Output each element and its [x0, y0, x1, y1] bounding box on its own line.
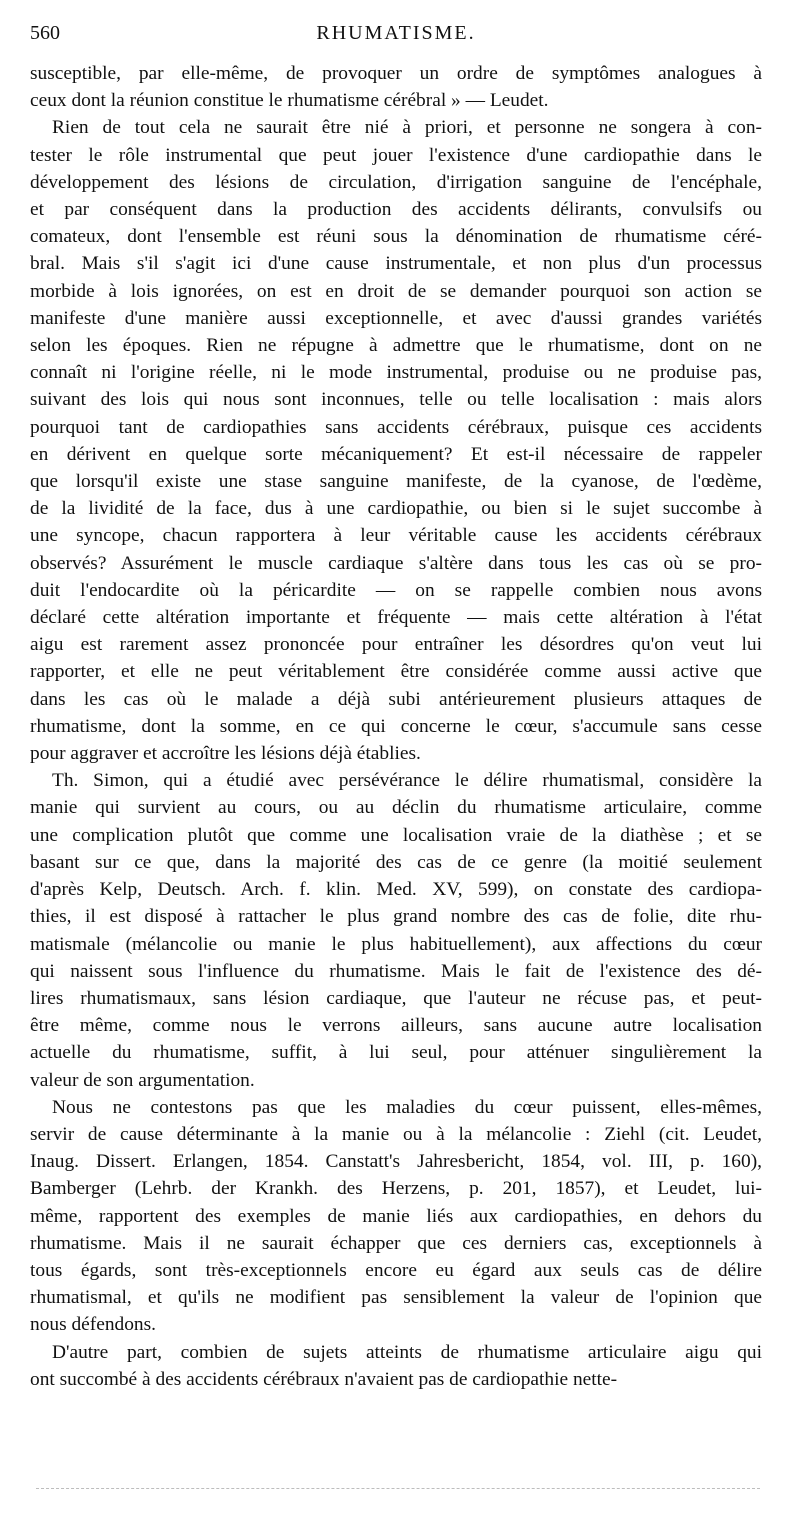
text-line: rapporter, et elle ne peut véritablement être considérée comme aussi active que: [30, 661, 762, 683]
text-line: nous défendons.: [30, 1314, 157, 1336]
text-line: pour aggraver et accroître les lésions déjà établies.: [30, 743, 421, 765]
text-line: de la lividité de la face, dus à une cardiopathie, ou bien si le sujet succombe à: [30, 498, 762, 520]
text-line: susceptible, par elle-même, de provoquer un ordre de symptômes analogues à: [30, 63, 762, 84]
text-line: qui naissent sous l'influence du rhumatisme. Mais le fait de l'existence des dé-: [30, 960, 762, 982]
text-line: duit l'endocardite où la péricardite — on se rappelle combien nous avons: [30, 579, 762, 601]
text-line: même, rapportent des exemples de manie liés aux cardiopathies, en dehors du: [30, 1205, 762, 1227]
text-line: basant sur ce que, dans la majorité des cas de ce genre (la moitié seulement: [30, 851, 762, 873]
running-head: [30, 22, 762, 52]
text-line: servir de cause déterminante à la manie ou à la mélancolie : Ziehl (cit. Leudet,: [30, 1123, 762, 1145]
text-line: Th. Simon, qui a étudié avec persévérance le délire rhumatismal, considère la: [52, 770, 762, 792]
text-line: morbide à lois ignorées, on est en droit de se demander pourquoi son action se: [30, 280, 762, 302]
text-line: thies, il est disposé à rattacher le plus grand nombre des cas de folie, dite rhu-: [30, 906, 762, 928]
text-line: manifeste d'une manière aussi exceptionnelle, et avec d'aussi grandes variétés: [30, 307, 762, 329]
text-line: selon les époques. Rien ne répugne à admettre que le rhumatisme, dont on ne: [30, 335, 762, 357]
text-line: être même, comme nous le verrons ailleurs, sans aucune autre localisation: [30, 1015, 762, 1037]
text-line: connaît ni l'origine réelle, ni le mode instrumental, produise ou ne produise pas,: [30, 362, 762, 384]
text-line: dans les cas où le malade a déjà subi antérieurement plusieurs attaques de: [30, 688, 762, 710]
paragraph: [30, 1339, 762, 1393]
text-line: une syncope, chacun rapportera à leur véritable cause les accidents cérébraux: [30, 525, 762, 547]
paragraph: [30, 114, 762, 767]
text-line: manie qui survient au cours, ou au déclin du rhumatisme articulaire, comme: [30, 797, 762, 819]
running-title: RHUMATISME.: [316, 22, 476, 44]
text-line: aigu est rarement assez prononcée pour entraîner les désordres qu'on veut lui: [30, 634, 762, 656]
text-line: tester le rôle instrumental que peut jouer l'existence d'une cardiopathie dans le: [30, 144, 762, 166]
text-line: D'autre part, combien de sujets atteints de rhumatisme articulaire aigu qui: [52, 1341, 762, 1363]
text-line: rhumatisme, dont la somme, en ce qui concerne le cœur, s'accumule sans cesse: [30, 715, 762, 737]
body-text: [30, 60, 762, 1393]
text-line: valeur de son argumentation.: [30, 1069, 255, 1091]
page-footer-rule: [36, 1488, 760, 1489]
text-line: rhumatismal, et qu'ils ne modifient pas sensiblement la valeur de l'opinion que: [30, 1287, 762, 1309]
text-line: Nous ne contestons pas que les maladies du cœur puissent, elles-mêmes,: [52, 1096, 762, 1118]
text-line: développement des lésions de circulation, d'irrigation sanguine de l'encéphale,: [30, 171, 762, 193]
text-line: une complication plutôt que comme une localisation vraie de la diathèse ; et se: [30, 824, 762, 846]
text-line: que lorsqu'il existe une stase sanguine manifeste, de la cyanose, de l'œdème,: [30, 471, 762, 493]
paragraph: [30, 60, 762, 114]
paragraph: [30, 767, 762, 1093]
text-line: rhumatisme. Mais il ne saurait échapper que ces derniers cas, exceptionnels à: [30, 1232, 762, 1254]
text-line: d'après Kelp, Deutsch. Arch. f. klin. Med. XV, 599), on constate des cardiopa-: [30, 879, 762, 901]
paragraph: [30, 1094, 762, 1339]
page-number: 560: [30, 22, 60, 44]
text-line: ceux dont la réunion constitue le rhumatisme cérébral » — Leudet.: [30, 90, 549, 112]
text-line: Inaug. Dissert. Erlangen, 1854. Canstatt's Jahresbericht, 1854, vol. III, p. 160),: [30, 1151, 762, 1173]
text-line: pourquoi tant de cardiopathies sans accidents cérébraux, puisque ces accidents: [30, 416, 762, 438]
text-line: comateux, dont l'ensemble est réuni sous la dénomination de rhumatisme céré-: [30, 226, 762, 248]
text-line: observés? Assurément le muscle cardiaque s'altère dans tous les cas où se pro-: [30, 552, 762, 574]
text-line: et par conséquent dans la production des accidents délirants, convulsifs ou: [30, 199, 762, 221]
text-line: actuelle du rhumatisme, suffit, à lui seul, pour atténuer singulièrement la: [30, 1042, 762, 1064]
text-line: déclaré cette altération importante et fréquente — mais cette altération à l'état: [30, 607, 762, 629]
text-line: lires rhumatismaux, sans lésion cardiaque, que l'auteur ne récuse pas, et peut-: [30, 987, 762, 1009]
text-line: suivant des lois qui nous sont inconnues, telle ou telle localisation : mais alors: [30, 389, 762, 411]
text-line: ont succombé à des accidents cérébraux n'avaient pas de cardiopathie nette-: [30, 1368, 618, 1390]
text-line: bral. Mais s'il s'agit ici d'une cause instrumentale, et non plus d'un processus: [30, 253, 762, 275]
text-line: tous égards, sont très-exceptionnels encore eu égard aux seuls cas de délire: [30, 1259, 762, 1281]
text-line: Bamberger (Lehrb. der Krankh. des Herzens, p. 201, 1857), et Leudet, lui-: [30, 1178, 762, 1200]
text-line: Rien de tout cela ne saurait être nié à priori, et personne ne songera à con-: [52, 117, 762, 139]
text-line: matismale (mélancolie ou manie le plus habituellement), aux affections du cœur: [30, 933, 762, 955]
text-line: en dérivent en quelque sorte mécaniquement? Et est-il nécessaire de rappeler: [30, 443, 762, 465]
